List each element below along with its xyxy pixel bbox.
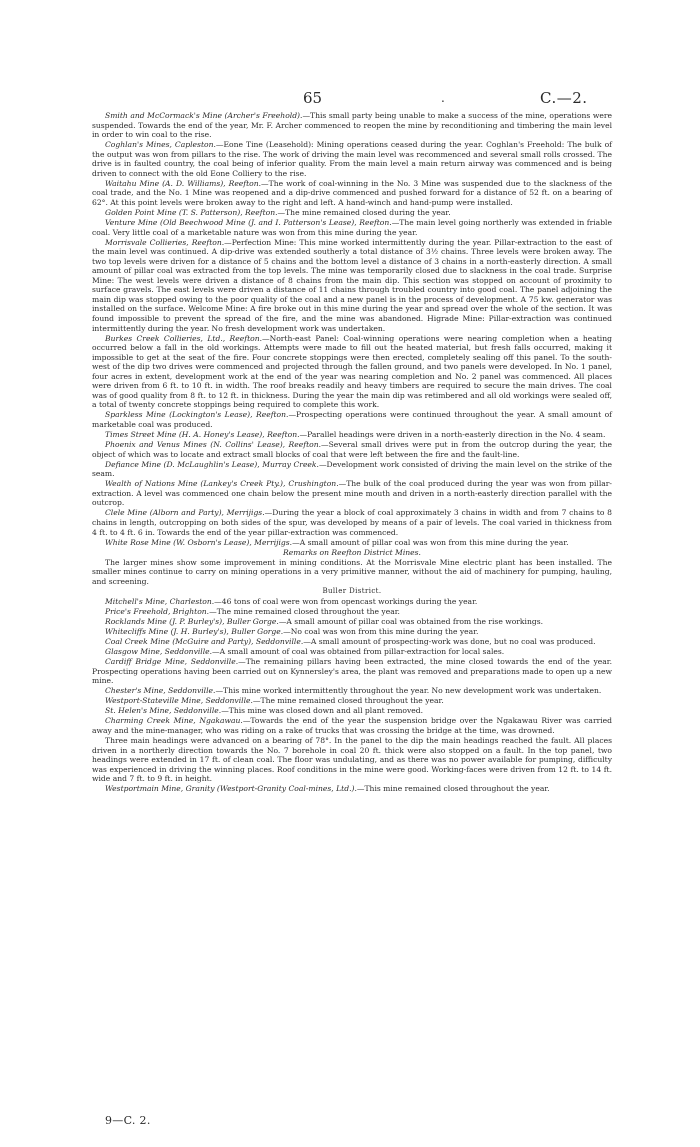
mine-description: —Prospecting operations were continued throughout the year. A small amount of marketable coal was produced. — [92, 410, 612, 429]
mine-paragraph — [92, 111, 612, 140]
mine-name: Cardiff Bridge Mine, Seddonville. — [105, 657, 239, 667]
mine-name: Smith and McCormack's Mine (Archer's Freehold). — [105, 111, 303, 120]
page-number: 65 — [303, 89, 323, 107]
body-text — [92, 111, 612, 794]
mine-description: —The main level going northerly was extended in friable coal. Very little coal of a marketable nature was won from this mine during the year. — [92, 218, 612, 237]
mine-paragraph — [92, 140, 612, 178]
remarks-paragraph: The larger mines show some improvement in mining conditions. At the Morrisvale Mine electric plant has been installed. The smaller mines continue to carry on mining operations in a very primitive manner, without the aid of machinery for pumping, hauling, and screening. — [92, 557, 612, 586]
mine-description: —A small amount of coal was obtained from pillar-extraction for local sales. — [212, 647, 505, 657]
mine-paragraph — [92, 508, 612, 537]
mine-description: —A small amount of pillar coal was won from this mine during the year. — [292, 537, 569, 547]
mine-paragraph — [92, 208, 612, 218]
westport-paragraph — [92, 784, 612, 794]
mine-description: —The work of coal-winning in the No. 3 Mine was suspended due to the slackness of the coal trade, and the No. 1 Mine was reopened and a dip-drive commenced and pushed forward for a distance of 52 ft. on a bearing of 62°. At this point levels were broken away to the right and left. A hand-winch and hand-pump were installed. — [92, 178, 612, 207]
mine-name: Rocklands Mine (J. P. Burley's), Buller Gorge. — [105, 616, 279, 626]
mine-paragraph — [92, 637, 612, 647]
mine-paragraph — [92, 538, 612, 548]
mine-description: —The mine remained closed during the year. — [277, 207, 451, 217]
mine-paragraph — [92, 479, 612, 508]
mine-description: —A small amount of pillar coal was obtained from the rise workings. — [278, 616, 544, 626]
mine-paragraph — [92, 617, 612, 627]
mine-name: Burkes Creek Collieries, Ltd., Reefton. — [105, 333, 262, 343]
mine-name: Sparkless Mine (Lockington's Lease), Reefton. — [105, 410, 289, 420]
mine-paragraph — [92, 460, 612, 479]
mine-name: Phoenix and Venus Mines (N. Collins' Lease), Reefton. — [105, 440, 321, 450]
mine-description: —This mine remained closed throughout the year. — [356, 784, 550, 794]
mine-paragraph — [92, 430, 612, 440]
mine-description: —The bulk of the coal produced during the year was won from pillar-extraction. A level was commenced one chain below the present mine mouth and driven in a north-easterly direction parallel with the outcrop. — [92, 479, 612, 508]
mine-description: —Parallel headings were driven in a north-easterly direction in the No. 4 seam. — [299, 430, 606, 440]
mine-description: —During the year a block of coal approximately 3 chains in width and from 7 chains to 8 chains in length, outcropping on both sides of the spur, was developed by means of a pair of levels. The coal varied in thickness from 4 ft. to 4 ft. 6 in. Towards the end of the year pillar-extraction was commenced. — [92, 508, 612, 537]
mine-paragraph — [92, 706, 612, 716]
mine-paragraph — [92, 238, 612, 333]
mine-description: —46 tons of coal were won from opencast workings during the year. — [214, 596, 478, 606]
mine-name: Chester's Mine, Seddonville. — [105, 686, 216, 696]
page-header — [0, 89, 700, 109]
mine-name: Coghlan's Mines, Capleston. — [105, 140, 216, 150]
mine-description: —Eone Tine (Leasehold): Mining operations ceased during the year. Coghlan's Freehold: The bulk of the output was won from pillars to the rise. The work of driving the main level was recommenced and several small rolls crossed. The drive is in faulted country, the coal being of inferior quality. From the main level a main return airway was commenced and is being driven to connect with the old Eone Colliery to the rise. — [92, 140, 612, 178]
mine-description: —Towards the end of the year the suspension bridge over the Ngakawau River was carried away and the mine-manager, who was riding on a rake of trucks that was crossing the bridge at the time, was drowned. — [92, 716, 612, 735]
mine-description: —Perfection Mine: This mine worked intermittently during the year. Pillar-extraction to the east of the main level was continued. A dip-drive was extended southerly a total distance of 3½ chains. Three levels were broken away. The two top levels were driven for a distance of 5 chains and the bottom level a distance of 3 chains in a north-easterly direction. A small amount of pillar coal was extracted from the top levels. The mine was temporarily closed due to slackness in the coal trade. Surprise Mine: The west levels were driven a distance of 8 chains from the main dip. This section was stopped on account of proximity to surface gravels. The east levels were driven a distance of 11 chains through troubled country into good coal. The panel adjoining the main dip was stopped owing to the poor quality of the coal and a new panel is in the process of development. A 75 kw. generator was installed on the surface. Welcome Mine: A fire broke out in this mine during the year and spread over the whole of the section. It was found impossible to prevent the spread of the fire, and the mine was abandoned. Higrade Mine: Pillar-extraction was continued intermittently during the year. No fresh development work was undertaken. — [92, 237, 612, 333]
mine-description: —A small amount of prospecting-work was done, but no coal was produced. — [303, 637, 596, 647]
signature-mark: 9—C. 2. — [105, 1114, 151, 1127]
mine-name: Venture Mine (Old Beechwood Mine (J. and I. Patterson's Lease), Reefton. — [105, 218, 392, 228]
mine-description: —No coal was won from this mine during the year. — [283, 626, 479, 636]
remarks-heading: Remarks on Reefton District Mines. — [283, 547, 421, 557]
mine-name: Mitchell's Mine, Charleston. — [105, 596, 215, 606]
buller-mines-section — [92, 597, 612, 736]
mine-paragraph — [92, 696, 612, 706]
mine-name: Waitahu Mine (A. D. Williams), Reefton. — [105, 178, 262, 188]
mine-description: —Development work consisted of driving the main level on the strike of the seam. — [92, 459, 612, 479]
mine-paragraph — [92, 179, 612, 208]
mine-description: —The remaining pillars having been extracted, the mine closed towards the end of the year. Prospecting operations having been carried out on Kynnersley's area, the plant was removed and preparations made to open up a new mine. — [92, 657, 612, 686]
mine-name: Westport-Stateville Mine, Seddonville. — [105, 696, 253, 706]
mine-description: —This mine was closed down and all plant removed. — [221, 706, 424, 716]
mine-paragraph — [92, 657, 612, 686]
buller-district-heading: Buller District. — [322, 586, 382, 595]
mine-description: —The mine remained closed throughout the year. — [209, 606, 400, 616]
mine-description: —Several small drives were put in from the outcrop during the year, the object of which was to locate and extract small blocks of coal that were left between the fire and the fault-line. — [92, 440, 612, 459]
mine-name: Golden Point Mine (T. S. Patterson), Reefton. — [105, 207, 278, 217]
mine-paragraph — [92, 440, 612, 459]
header-dot: . — [441, 91, 445, 105]
mine-paragraph — [92, 410, 612, 429]
mine-name: Morrisvale Collieries, Reefton. — [105, 237, 225, 247]
mine-name: White Rose Mine (W. Osborn's Lease), Merrijigs. — [105, 537, 293, 547]
mine-name: Coal Creek Mine (McGuire and Party), Seddonville. — [105, 637, 304, 647]
mine-description: —The mine remained closed throughout the year. — [252, 696, 444, 706]
mine-paragraph — [92, 334, 612, 410]
mine-name: Times Street Mine (H. A. Honey's Lease), Reefton. — [105, 430, 300, 440]
mine-description: —North-east Panel: Coal-winning operations were nearing completion when a heating occurred below a fall in the old workings. Attempts were made to fill out the heated material, but fresh falls occurred, making it impossible to get at the seat of the fire. Four concrete stoppings were then erected, completely sealing off this panel. To the south-west of the dip two drives were commenced and projected through the fallen ground, and two panels were developed. In No. 1 panel, four acres in extent, development work at the end of the year was nearing completion and No. 2 panel was commenced. All places were driven from 6 ft. to 10 ft. in width. The roof breaks readily and heavy timbers are required to secure the main drives. The coal was of good quality from 8 ft. to 12 ft. in thickness. During the year the main dip was retimbered and all old workings were sealed off, a total of twenty concrete stoppings being required to complete this work. — [92, 333, 612, 410]
mine-name: Clele Mine (Alborn and Party), Merrijigs. — [105, 508, 265, 518]
mine-paragraph — [92, 218, 612, 237]
mine-paragraph — [92, 607, 612, 617]
mine-name: Charming Creek Mine, Ngakawau. — [105, 716, 243, 726]
mine-name: Wealth of Nations Mine (Lankey's Creek Pty.), Crushington. — [105, 479, 339, 489]
mine-name: Defiance Mine (D. McLaughlin's Lease), Murray Creek. — [105, 459, 319, 469]
mine-description: —This small party being unable to make a success of the mine, operations were suspended. Towards the end of the year, Mr. F. Archer commenced to reopen the mine by reconditioning and timbering the main level in order to win coal to the rise. — [92, 111, 612, 140]
mine-name: St. Helen's Mine, Seddonville. — [105, 706, 222, 716]
mine-name: Westportmain Mine, Granity (Westport-Granity Coal-mines, Ltd.). — [105, 784, 357, 794]
mine-paragraph — [92, 716, 612, 735]
document-reference: C.—2. — [540, 89, 588, 107]
mine-paragraph — [92, 597, 612, 607]
mine-name: Whitecliffs Mine (J. H. Burley's), Buller Gorge. — [105, 626, 284, 636]
mine-paragraph — [92, 686, 612, 696]
mine-description: —This mine worked intermittently throughout the year. No new development work was undertaken. — [215, 686, 602, 696]
reefton-mines-section — [92, 111, 612, 547]
mine-name: Price's Freehold, Brighton. — [105, 606, 210, 616]
charming-creek-continued-paragraph: Three main headings were advanced on a bearing of 78°. In the panel to the dip the main headings reached the fault. All places driven in a northerly direction towards the No. 7 borehole in coal 20 ft. thick were also stopped on a fault. In the top panel, two headings were extended in 17 ft. of clean coal. The floor was undulating, and as there was no power available for pumping, difficulty was experienced in driving the winning places. Roof conditions in the mine were good. Working-faces were driven from 12 ft. to 14 ft. wide and 7 ft. to 9 ft. in height. — [92, 736, 612, 784]
mine-paragraph — [92, 627, 612, 637]
mine-paragraph — [92, 647, 612, 657]
mine-name: Glasgow Mine, Seddonville. — [105, 647, 213, 657]
